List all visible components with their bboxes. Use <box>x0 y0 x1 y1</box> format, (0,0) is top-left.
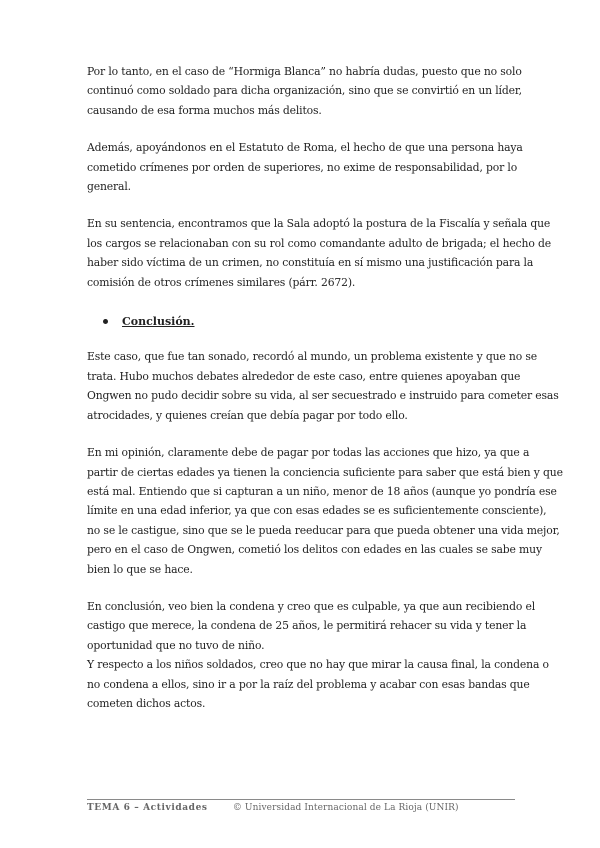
text-line: cometido crímenes por orden de superiores, no exime de responsabilidad, por lo <box>87 160 518 174</box>
text-line: oportunidad que no tuvo de niño. <box>87 638 265 652</box>
text-line: haber sido víctima de un crimen, no constituía en sí mismo una justificación para la <box>87 256 534 270</box>
paragraph-caso-sonado <box>87 347 559 425</box>
text-line: Y respecto a los niños soldados, creo que no hay que mirar la causa final, la condena o <box>87 658 549 672</box>
footer-divider <box>87 799 515 800</box>
bullet-icon <box>103 319 108 324</box>
text-line: partir de ciertas edades ya tienen la conciencia suficiente para saber que está bien y que <box>87 465 563 479</box>
footer-copyright: © Universidad Internacional de La Rioja (UNIR) <box>232 803 459 813</box>
text-line: pero en el caso de Ongwen, cometió los delitos con edades en las cuales se sabe muy <box>87 543 542 557</box>
paragraph-estatuto-roma <box>87 138 523 196</box>
section-heading-title: Conclusión. <box>122 315 195 329</box>
text-line: no condena a ellos, sino ir a por la raíz del problema y acabar con esas bandas que <box>87 677 530 691</box>
text-line: Por lo tanto, en el caso de “Hormiga Blanca” no habría dudas, puesto que no solo <box>87 65 522 78</box>
paragraph-sentencia <box>87 214 551 292</box>
text-line: trata. Hubo muchos debates alrededor de este caso, entre quienes apoyaban que <box>87 369 521 383</box>
text-line: general. <box>87 180 131 194</box>
page-footer <box>87 801 517 815</box>
text-line: bien lo que se hace. <box>87 562 193 576</box>
text-line: En su sentencia, encontramos que la Sala adoptó la postura de la Fiscalía y señala que <box>87 217 551 231</box>
text-line: castigo que merece, la condena de 25 años, le permitirá rehacer su vida y tener la <box>87 619 527 633</box>
text-line: causando de esa forma muchos más delitos. <box>87 103 322 117</box>
text-line: cometen dichos actos. <box>87 696 206 710</box>
text-line: no se le castigue, sino que se le pueda reeducar para que pueda obtener una vida mejor, <box>87 523 560 537</box>
paragraph-opinion <box>87 443 563 579</box>
text-line: está mal. Entiendo que si capturan a un niño, menor de 18 años (aunque yo pondría ese <box>87 484 557 498</box>
text-line: En mi opinión, claramente debe de pagar por todas las acciones que hizo, ya que a <box>87 446 530 460</box>
paragraph-hormiga-blanca <box>87 62 522 120</box>
text-line: límite en una edad inferior, ya que con esas edades se es suficientemente consciente), <box>87 504 547 518</box>
section-heading-conclusion <box>87 312 517 331</box>
text-line: los cargos se relacionaban con su rol como comandante adulto de brigada; el hecho de <box>87 236 551 250</box>
text-line: comisión de otros crímenes similares (párr. 2672). <box>87 275 356 289</box>
footer-topic: TEMA 6 – Actividades <box>87 803 208 813</box>
text-line: atrocidades, y quienes creían que debía pagar por todo ello. <box>87 408 408 422</box>
text-line: En conclusión, veo bien la condena y creo que es culpable, ya que aun recibiendo el <box>87 599 535 613</box>
text-line: continuó como soldado para dicha organización, sino que se convirtió en un líder, <box>87 84 522 98</box>
page-content <box>87 62 563 731</box>
paragraph-conclusion-final <box>87 597 549 713</box>
text-line: Ongwen no pudo decidir sobre su vida, al ser secuestrado e instruido para cometer esas <box>87 389 559 403</box>
text-line: Además, apoyándonos en el Estatuto de Roma, el hecho de que una persona haya <box>87 141 523 155</box>
text-line: Este caso, que fue tan sonado, recordó al mundo, un problema existente y que no se <box>87 350 537 364</box>
